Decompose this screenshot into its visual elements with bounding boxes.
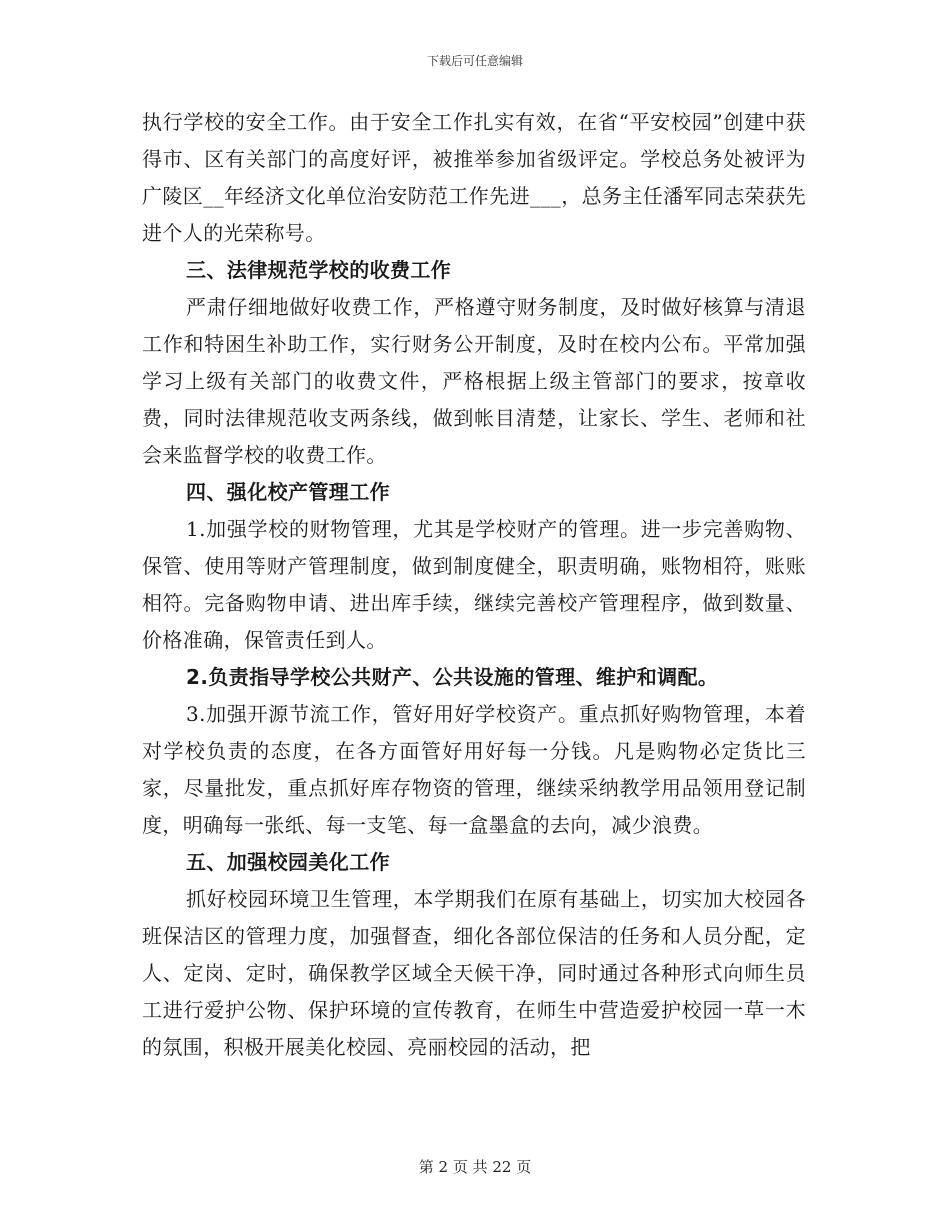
page-number: 第 2 页 共 22 页 [418, 1158, 532, 1176]
paragraph-fees: 严肃仔细地做好收费工作，严格遵守财务制度，及时做好核算与清退工作和特困生补助工作，实行财务公开制度，及时在校内公布。平常加强学习上级有关部门的收费文件，严格根据上级主管部门的要求，按章收费，同时法律规范收支两条线，做到帐目清楚，让家长、学生、老师和社会来监督学校的收费工作。 [142, 295, 806, 467]
section-heading-fees: 三、法律规范学校的收费工作 [186, 258, 452, 282]
header-note: 下载后可任意编辑 [426, 54, 523, 68]
paragraph-assets-3: 3.加强开源节流工作，管好用好学校资产。重点抓好购物管理，本着对学校负责的态度，在各方面管好用好每一分钱。凡是购物必定货比三家，尽量批发，重点抓好库存物资的管理，继续采纳教学用品领用登记制度，明确每一张纸、每一支笔、每一盒墨盒的去向，减少浪费。 [142, 702, 806, 837]
paragraph-assets-1: 1.加强学校的财物管理，尤其是学校财产的管理。进一步完善购物、保管、使用等财产管理制度，做到制度健全，职责明确，账物相符，账账相符。完备购物申请、进出库手续，继续完善校产管理程序，做到数量、价格准确，保管责任到人。 [142, 517, 806, 652]
paragraph-safety: 执行学校的安全工作。由于安全工作扎实有效，在省“平安校园”创建中获得市、区有关部门的高度好评，被推举参加省级评定。学校总务处被评为广陵区__年经济文化单位治安防范工作先进___，总务主任潘军同志荣获先进个人的光荣称号。 [142, 110, 806, 245]
item-heading-assets-2: 2.负责指导学校公共财产、公共设施的管理、维护和调配。 [186, 665, 719, 689]
document-body [142, 104, 806, 1066]
section-heading-assets: 四、强化校产管理工作 [186, 480, 390, 504]
section-heading-campus: 五、加强校园美化工作 [186, 850, 390, 874]
paragraph-campus: 抓好校园环境卫生管理，本学期我们在原有基础上，切实加大校园各班保洁区的管理力度，加强督查，细化各部位保洁的任务和人员分配，定人、定岗、定时，确保教学区域全天候干净，同时通过各种形式向师生员工进行爱护公物、保护环境的宣传教育，在师生中营造爱护校园一草一木的氛围，积极开展美化校园、亮丽校园的活动，把 [142, 887, 806, 1059]
